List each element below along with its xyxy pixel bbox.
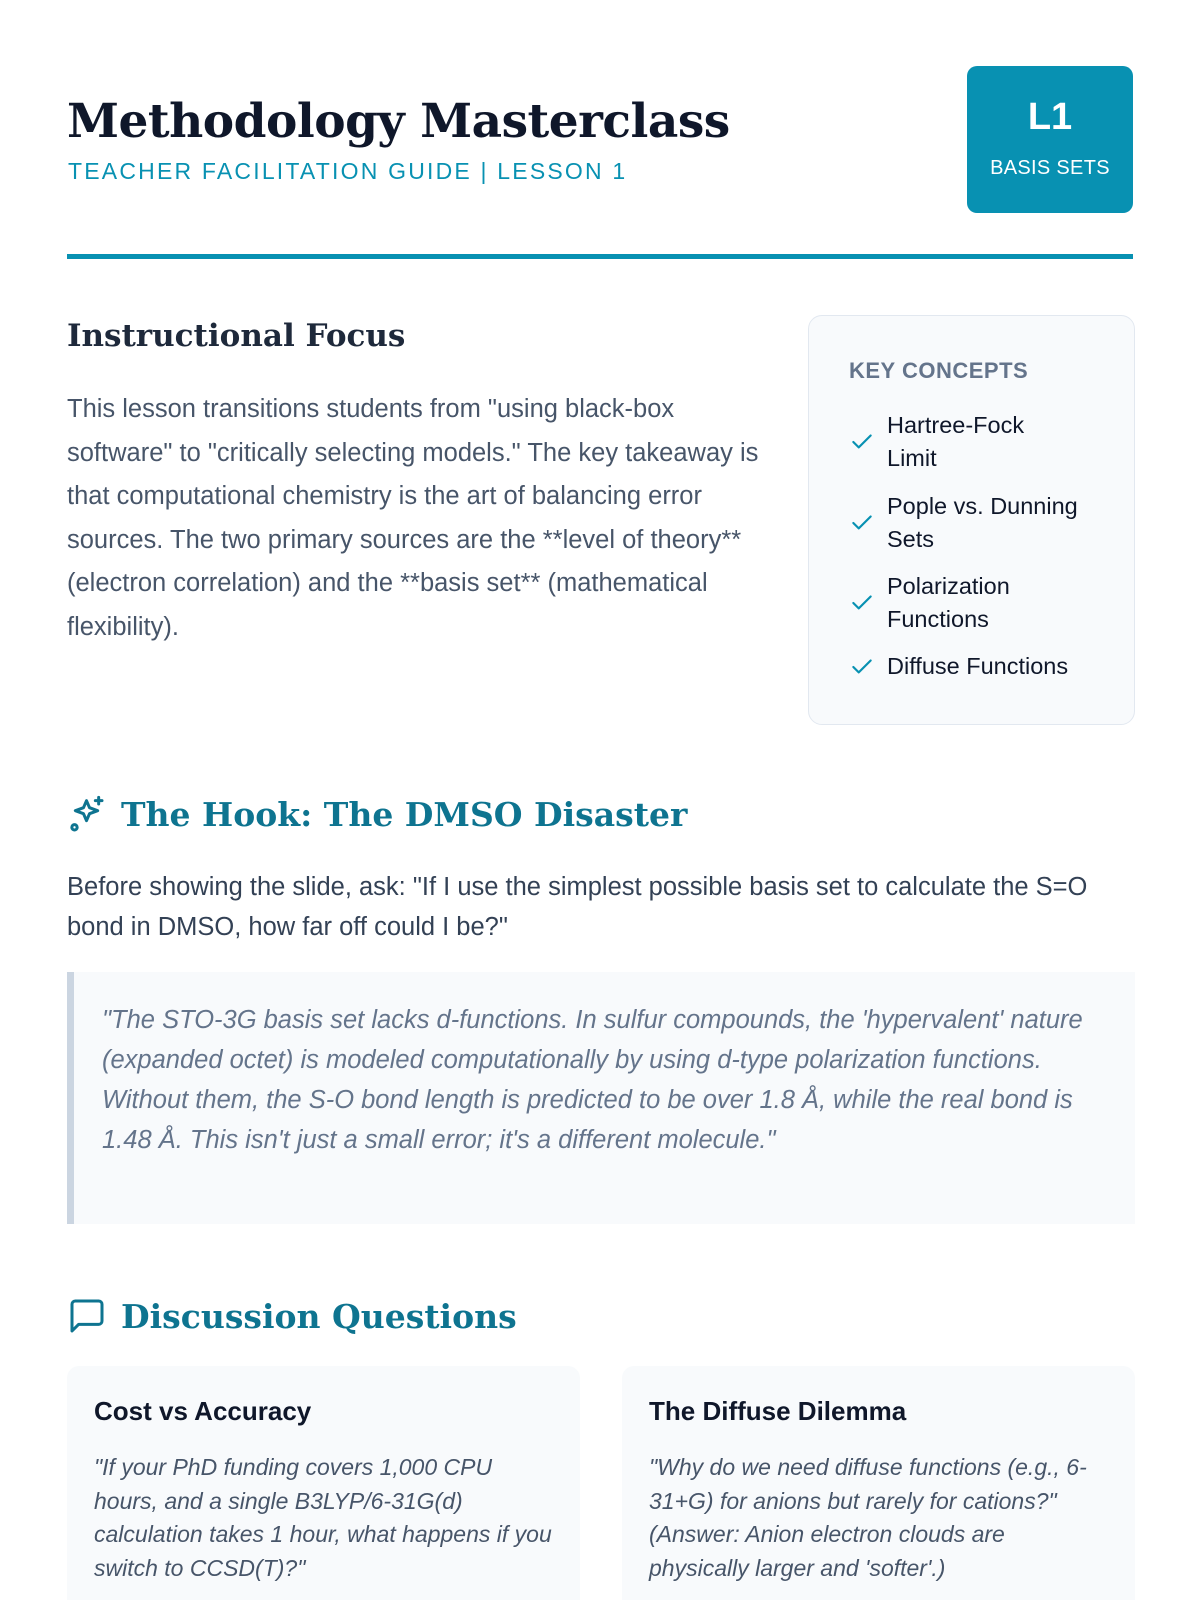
discussion-card-title: Cost vs Accuracy <box>94 1396 312 1426</box>
lesson-badge-label: BASIS SETS <box>990 157 1110 179</box>
page-subtitle: TEACHER FACILITATION GUIDE | LESSON 1 <box>68 158 628 184</box>
page-header <box>67 66 1133 256</box>
key-concept-label: Polarization Functions <box>887 573 1010 632</box>
key-concepts-title: KEY CONCEPTS <box>849 358 1029 383</box>
discussion-card-diffuse-dilemma <box>622 1366 1135 1600</box>
instructional-focus-text: This lesson transitions students from "using black-box software" to "critically selecting models." The key takeaway is that computational chemistry is the art of balancing error sources. The two primary sources are the **level of theory** (electron correlation) and the **basis set** (mathematical flexibility). <box>67 395 759 641</box>
discussion-card-question: "Why do we need diffuse functions (e.g., 6-31+G) for anions but rarely for cations?" (Answer: Anion electron clouds are physically larger and 'softer'.) <box>649 1454 1087 1581</box>
check-icon <box>849 429 875 455</box>
key-concept-item <box>849 490 1107 556</box>
message-square-icon <box>67 1296 107 1336</box>
key-concept-label: Pople vs. Dunning Sets <box>887 493 1078 552</box>
key-concept-label: Hartree-Fock Limit <box>887 412 1025 471</box>
check-icon <box>849 654 875 680</box>
hook-blockquote: "The STO-3G basis set lacks d-functions. In sulfur compounds, the 'hypervalent' nature (expanded octet) is modeled computationally by using d-type polarization functions. Without them, the S-O bond length is predicted to be over 1.8 Å, while the real bond is 1.48 Å. This isn't just a small error; it's a different molecule." <box>67 972 1135 1224</box>
hook-section-heading <box>67 794 687 834</box>
sparkles-icon <box>67 794 107 834</box>
discussion-card-title: The Diffuse Dilemma <box>649 1396 907 1426</box>
instructional-focus-heading: Instructional Focus <box>67 318 406 354</box>
lesson-badge-code: L1 <box>1027 96 1073 138</box>
key-concept-item <box>849 570 1057 636</box>
key-concepts-panel <box>808 315 1135 725</box>
key-concept-item <box>849 650 1117 683</box>
check-icon <box>849 510 875 536</box>
check-icon <box>849 590 875 616</box>
header-divider <box>67 254 1133 259</box>
discussion-heading-text: Discussion Questions <box>121 1296 517 1336</box>
key-concept-item <box>849 409 1057 475</box>
key-concept-label: Diffuse Functions <box>887 653 1069 679</box>
page-title: Methodology Masterclass <box>67 94 730 149</box>
discussion-card-question: "If your PhD funding covers 1,000 CPU hours, and a single B3LYP/6-31G(d) calculation takes 1 hour, what happens if you switch to CCSD(T)?" <box>94 1454 552 1581</box>
hook-heading-text: The Hook: The DMSO Disaster <box>121 794 688 834</box>
hook-prompt-text: Before showing the slide, ask: "If I use the simplest possible basis set to calculate the S=O bond in DMSO, how far off could I be?" <box>67 873 1088 941</box>
discussion-section-heading <box>67 1296 517 1336</box>
discussion-card-cost-vs-accuracy <box>67 1366 580 1600</box>
lesson-badge <box>967 66 1133 213</box>
